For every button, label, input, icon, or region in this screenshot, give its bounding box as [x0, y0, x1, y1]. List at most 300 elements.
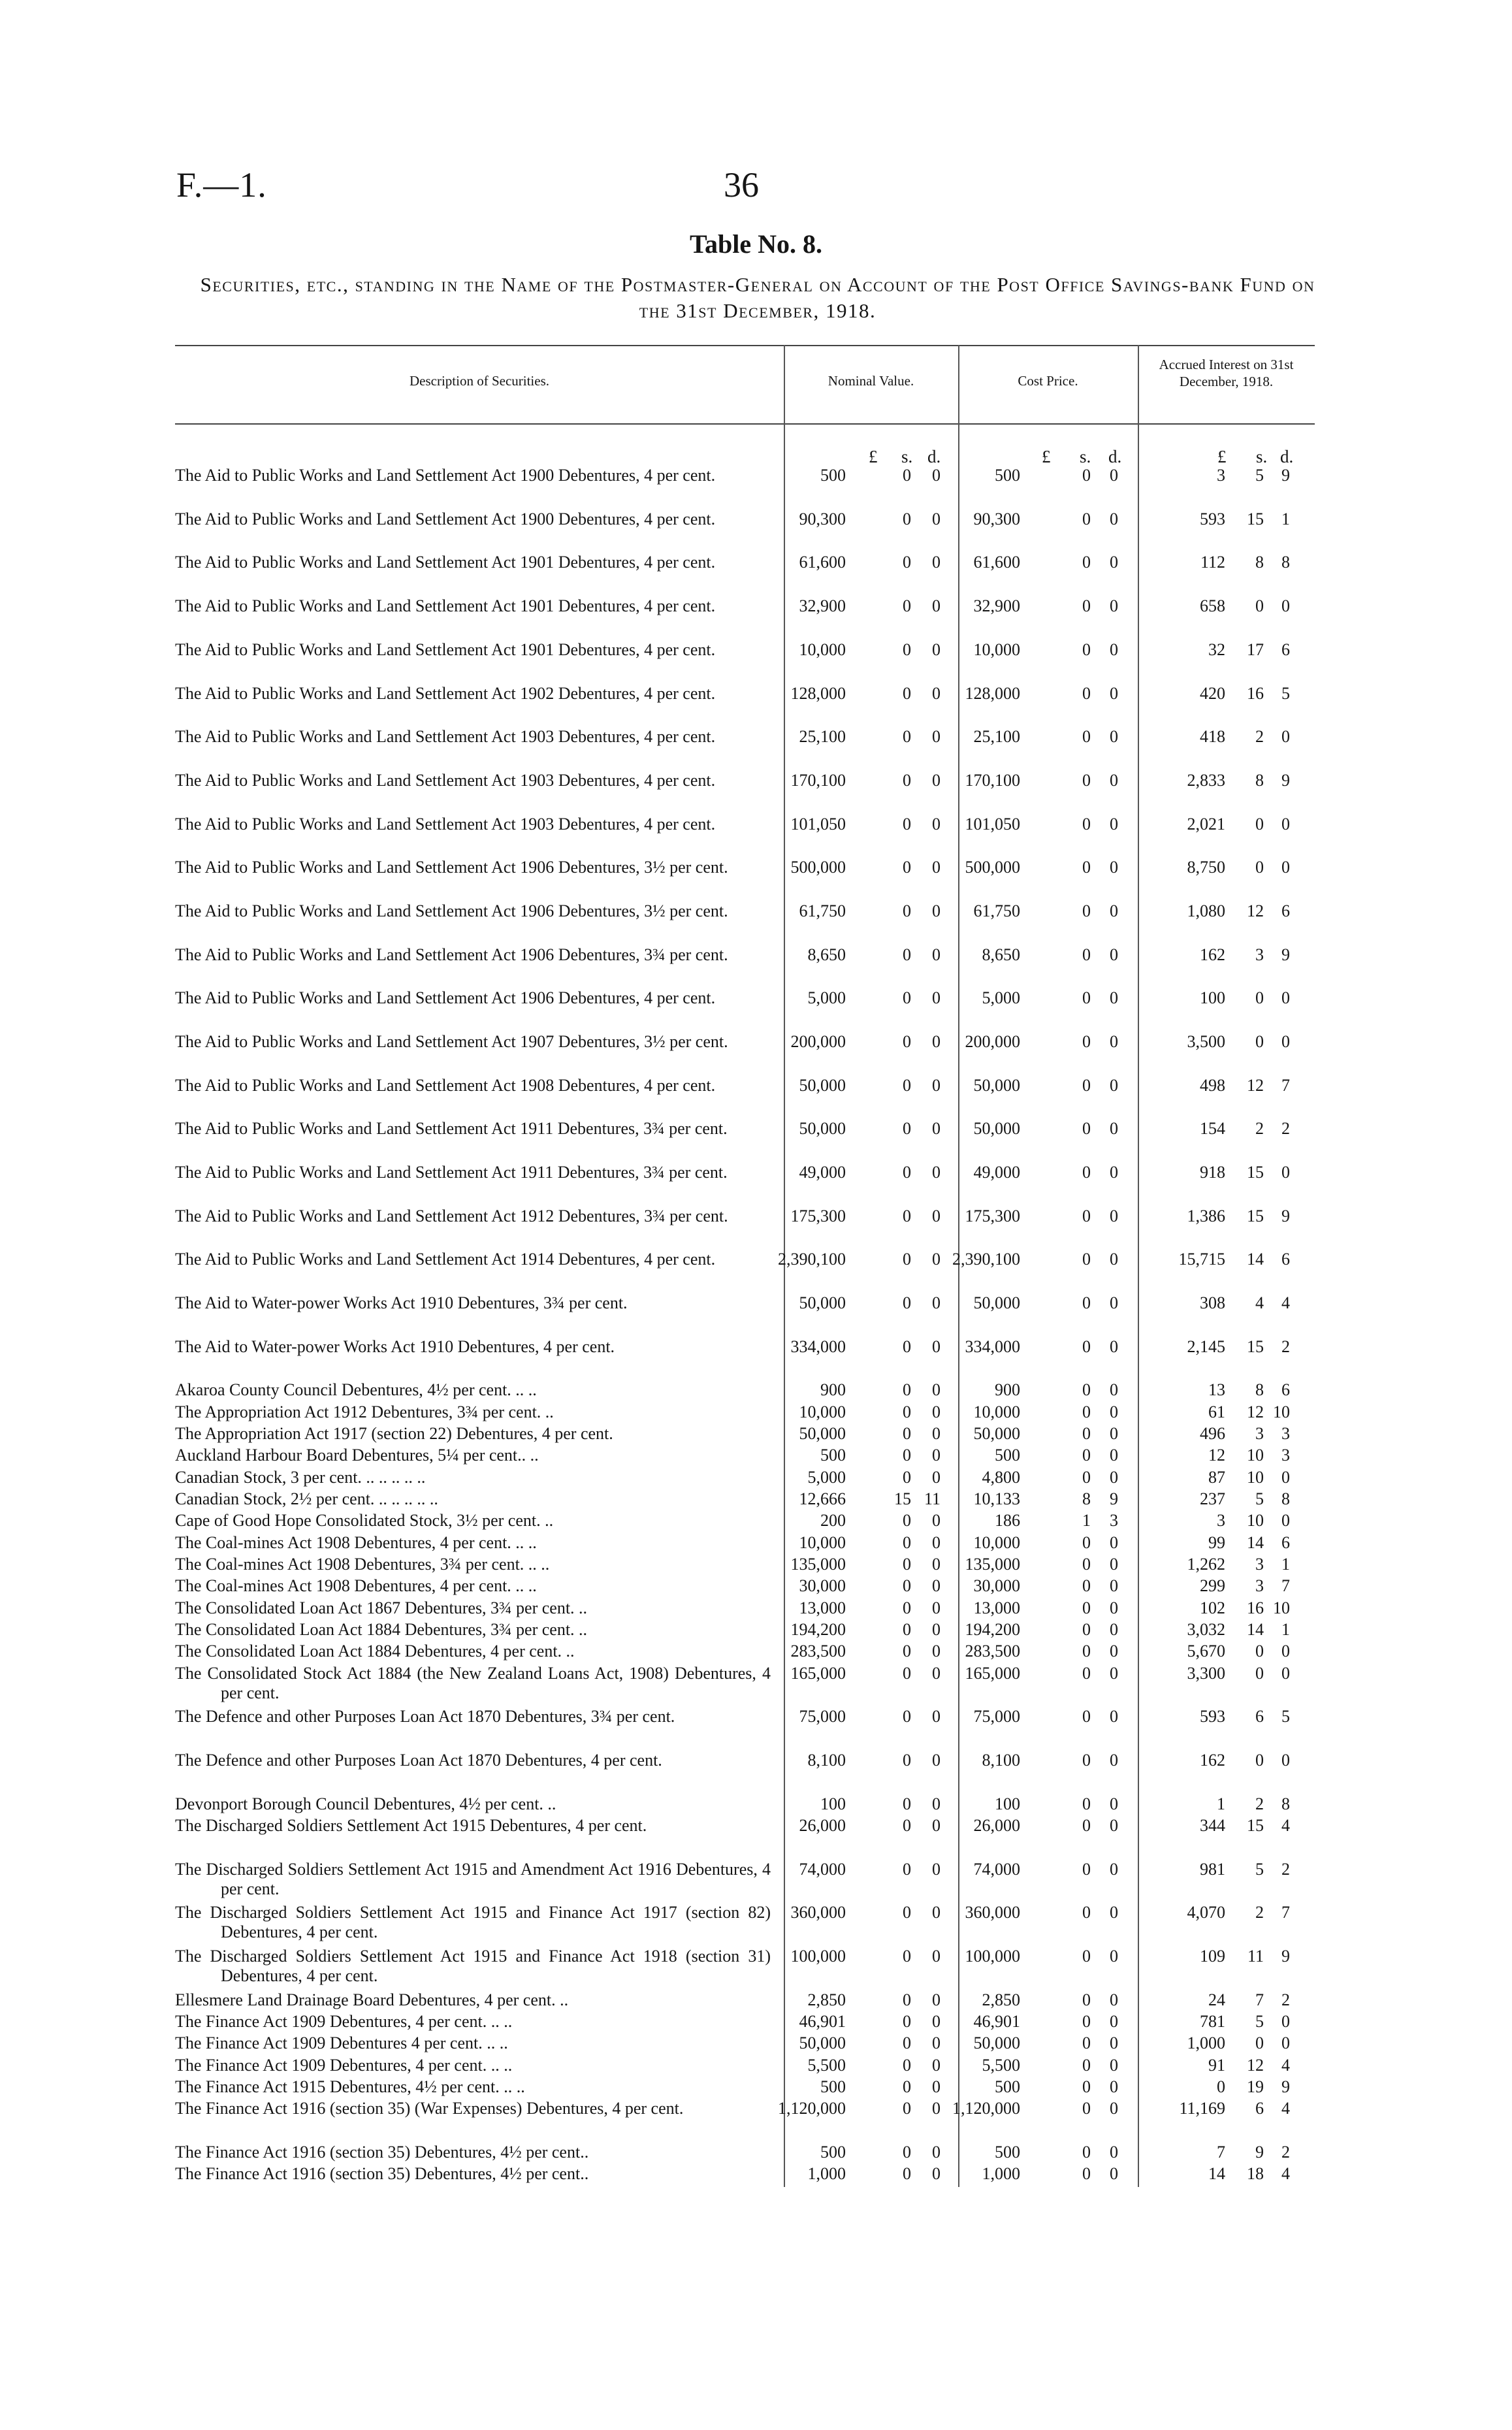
security-description: The Finance Act 1909 Debentures 4 per cent. .. .. — [175, 2033, 508, 2052]
accrued-pence: 0 — [1281, 1751, 1290, 1770]
accrued-pounds: 154 — [1200, 1119, 1225, 1138]
nominal-shillings: 0 — [903, 815, 911, 834]
nominal-pence: 0 — [932, 1555, 941, 1574]
cost-pence: 0 — [1110, 640, 1118, 659]
nominal-pounds: 165,000 — [790, 1664, 846, 1683]
nominal-pence: 0 — [932, 1903, 941, 1922]
nominal-shillings: 0 — [903, 1511, 911, 1530]
cost-pounds: 135,000 — [965, 1555, 1020, 1574]
nominal-pounds: 50,000 — [799, 1424, 846, 1443]
nominal-shillings: 0 — [903, 1380, 911, 1399]
accrued-pence: 4 — [1281, 2056, 1290, 2075]
nominal-pounds: 500 — [820, 2077, 846, 2096]
nominal-pence: 0 — [932, 1947, 941, 1966]
cost-shillings: 0 — [1082, 1598, 1091, 1617]
nominal-pounds: 1,000 — [807, 2164, 846, 2183]
accrued-pounds: 3,300 — [1187, 1664, 1225, 1683]
nominal-pounds: 170,100 — [790, 771, 846, 790]
accrued-pounds: 61 — [1208, 1402, 1225, 1421]
cost-shillings: 0 — [1082, 2099, 1091, 2118]
nominal-shillings: 0 — [903, 1816, 911, 1835]
cost-shillings: 0 — [1082, 1903, 1091, 1922]
nominal-pounds: 135,000 — [790, 1555, 846, 1574]
accrued-shillings: 16 — [1247, 684, 1264, 703]
accrued-pounds: 24 — [1208, 1990, 1225, 2009]
cost-pence: 0 — [1110, 1032, 1118, 1051]
nominal-pounds: 12,666 — [799, 1489, 846, 1508]
nominal-pounds: 360,000 — [790, 1903, 846, 1922]
nominal-pence: 0 — [932, 1533, 941, 1552]
accrued-shillings: 15 — [1247, 510, 1264, 528]
nominal-pounds: 900 — [820, 1380, 846, 1399]
accrued-shillings: 15 — [1247, 1337, 1264, 1356]
accrued-pounds: 162 — [1200, 945, 1225, 964]
accrued-pence: 10 — [1273, 1598, 1290, 1617]
accrued-pence: 4 — [1281, 1816, 1290, 1835]
accrued-pounds: 4,070 — [1187, 1903, 1225, 1922]
nominal-shillings: 0 — [903, 1402, 911, 1421]
security-description: The Discharged Soldiers Settlement Act 1915 Debentures, 4 per cent. — [175, 1816, 647, 1835]
unit-shilling: s. — [1080, 447, 1091, 466]
cost-pounds: 186 — [995, 1511, 1020, 1530]
accrued-pence: 2 — [1281, 1337, 1290, 1356]
cost-pounds: 5,500 — [982, 2056, 1020, 2075]
security-description: The Aid to Public Works and Land Settlement Act 1907 Debentures, 3½ per cent. — [175, 1032, 728, 1051]
nominal-shillings: 0 — [903, 2056, 911, 2075]
unit-shilling: s. — [901, 447, 913, 466]
page-ref: F.—1. — [176, 165, 267, 204]
nominal-shillings: 0 — [903, 640, 911, 659]
accrued-shillings: 2 — [1255, 1903, 1264, 1922]
cost-pounds: 5,000 — [982, 988, 1020, 1007]
security-description: The Aid to Public Works and Land Settlement Act 1903 Debentures, 4 per cent. — [175, 815, 716, 834]
accrued-pence: 4 — [1281, 2099, 1290, 2118]
nominal-shillings: 0 — [903, 1076, 911, 1095]
nominal-shillings: 0 — [903, 2012, 911, 2031]
accrued-pence: 1 — [1281, 1620, 1290, 1639]
nominal-pence: 0 — [932, 1707, 941, 1726]
cost-pounds: 360,000 — [965, 1903, 1020, 1922]
security-description: The Aid to Public Works and Land Settlement Act 1906 Debentures, 3½ per cent. — [175, 901, 728, 920]
accrued-shillings: 15 — [1247, 1816, 1264, 1835]
cost-shillings: 0 — [1082, 684, 1091, 703]
nominal-shillings: 0 — [903, 2033, 911, 2052]
nominal-pounds: 500 — [820, 466, 846, 485]
nominal-shillings: 0 — [903, 1119, 911, 1138]
cost-pence: 0 — [1110, 1620, 1118, 1639]
cost-pounds: 283,500 — [965, 1642, 1020, 1660]
accrued-pence: 3 — [1281, 1424, 1290, 1443]
cost-pence: 9 — [1110, 1489, 1118, 1508]
cost-pence: 3 — [1110, 1511, 1118, 1530]
cost-shillings: 0 — [1082, 2056, 1091, 2075]
cost-shillings: 0 — [1082, 1032, 1091, 1051]
cost-pounds: 500 — [995, 2143, 1020, 2162]
accrued-shillings: 3 — [1255, 1576, 1264, 1595]
accrued-pounds: 658 — [1200, 596, 1225, 615]
cost-pounds: 334,000 — [965, 1337, 1020, 1356]
security-description: The Defence and other Purposes Loan Act 1870 Debentures, 4 per cent. — [175, 1751, 662, 1770]
nominal-pounds: 100 — [820, 1794, 846, 1813]
cost-shillings: 0 — [1082, 815, 1091, 834]
nominal-pence: 0 — [932, 1642, 941, 1660]
nominal-pounds: 49,000 — [799, 1163, 846, 1182]
nominal-pence: 0 — [932, 1032, 941, 1051]
nominal-pence: 0 — [932, 640, 941, 659]
nominal-pounds: 8,100 — [807, 1751, 846, 1770]
nominal-pence: 0 — [932, 684, 941, 703]
accrued-pounds: 13 — [1208, 1380, 1225, 1399]
cost-pounds: 1,000 — [982, 2164, 1020, 2183]
nominal-shillings: 0 — [903, 858, 911, 877]
accrued-pounds: 1,262 — [1187, 1555, 1225, 1574]
cost-pounds: 500,000 — [965, 858, 1020, 877]
nominal-shillings: 0 — [903, 1337, 911, 1356]
accrued-pence: 9 — [1281, 771, 1290, 790]
security-description: The Finance Act 1916 (section 35) Debentures, 4½ per cent.. — [175, 2164, 589, 2183]
nominal-shillings: 0 — [903, 1293, 911, 1312]
cost-pounds: 175,300 — [965, 1207, 1020, 1225]
nominal-pence: 0 — [932, 1337, 941, 1356]
cost-pence: 0 — [1110, 1533, 1118, 1552]
accrued-shillings: 2 — [1255, 727, 1264, 746]
accrued-pence: 0 — [1281, 1511, 1290, 1530]
nominal-pence: 0 — [932, 2143, 941, 2162]
nominal-shillings: 0 — [903, 1032, 911, 1051]
page-number: 36 — [724, 165, 759, 204]
security-description: The Finance Act 1916 (section 35) Debentures, 4½ per cent.. — [175, 2143, 589, 2162]
cost-shillings: 0 — [1082, 2164, 1091, 2183]
cost-shillings: 0 — [1082, 988, 1091, 1007]
nominal-shillings: 15 — [894, 1489, 911, 1508]
accrued-pounds: 1,000 — [1187, 2033, 1225, 2052]
accrued-shillings: 7 — [1255, 1990, 1264, 2009]
nominal-pence: 0 — [932, 988, 941, 1007]
nominal-pence: 0 — [932, 2164, 941, 2183]
accrued-pence: 0 — [1281, 815, 1290, 834]
security-description: The Coal-mines Act 1908 Debentures, 3¾ per cent. .. .. — [175, 1555, 550, 1574]
cost-shillings: 0 — [1082, 553, 1091, 572]
cost-pounds: 13,000 — [973, 1598, 1020, 1617]
accrued-pounds: 781 — [1200, 2012, 1225, 2031]
nominal-pence: 0 — [932, 1598, 941, 1617]
nominal-shillings: 0 — [903, 2077, 911, 2096]
cost-pence: 0 — [1110, 2164, 1118, 2183]
security-description: Canadian Stock, 3 per cent. .. .. .. .. .. — [175, 1468, 426, 1487]
accrued-shillings: 8 — [1255, 1380, 1264, 1399]
cost-shillings: 0 — [1082, 1119, 1091, 1138]
accrued-shillings: 12 — [1247, 901, 1264, 920]
accrued-pence: 6 — [1281, 1380, 1290, 1399]
nominal-pounds: 5,000 — [807, 988, 846, 1007]
accrued-pence: 8 — [1281, 553, 1290, 572]
security-description: The Finance Act 1916 (section 35) (War Expenses) Debentures, 4 per cent. — [175, 2099, 684, 2118]
accrued-pence: 5 — [1281, 1707, 1290, 1726]
nominal-pence: 0 — [932, 1076, 941, 1095]
accrued-pence: 9 — [1281, 2077, 1290, 2096]
cost-shillings: 0 — [1082, 1446, 1091, 1465]
nominal-shillings: 0 — [903, 1163, 911, 1182]
cost-pounds: 46,901 — [973, 2012, 1020, 2031]
accrued-shillings: 0 — [1255, 1642, 1264, 1660]
cost-pence: 0 — [1110, 1293, 1118, 1312]
accrued-pence: 9 — [1281, 466, 1290, 485]
unit-pound: £ — [1042, 447, 1051, 466]
accrued-pence: 0 — [1281, 1664, 1290, 1683]
nominal-pence: 0 — [932, 1664, 941, 1683]
nominal-pounds: 128,000 — [790, 684, 846, 703]
nominal-pence: 0 — [932, 2033, 941, 2052]
cost-pence: 0 — [1110, 2077, 1118, 2096]
accrued-pounds: 3,500 — [1187, 1032, 1225, 1051]
cost-shillings: 0 — [1082, 1664, 1091, 1683]
accrued-pence: 3 — [1281, 1446, 1290, 1465]
cost-pence: 0 — [1110, 2033, 1118, 2052]
table-subtitle: Securities, etc., standing in the Name of the Postmaster-General on Account of the Post Office Savings-bank Fund on the 31st December, 1918. — [200, 273, 1315, 322]
nominal-pounds: 334,000 — [790, 1337, 846, 1356]
security-description: The Defence and other Purposes Loan Act 1870 Debentures, 3¾ per cent. — [175, 1707, 675, 1726]
cost-pounds: 10,000 — [973, 640, 1020, 659]
cost-pounds: 900 — [995, 1380, 1020, 1399]
accrued-pounds: 1,080 — [1187, 901, 1225, 920]
accrued-shillings: 0 — [1255, 1664, 1264, 1683]
accrued-shillings: 9 — [1255, 2143, 1264, 2162]
accrued-pence: 10 — [1273, 1402, 1290, 1421]
cost-pounds: 101,050 — [965, 815, 1020, 834]
accrued-pounds: 0 — [1217, 2077, 1225, 2096]
column-header-description: Description of Securities. — [409, 373, 550, 389]
accrued-shillings: 5 — [1255, 466, 1264, 485]
accrued-pence: 9 — [1281, 1207, 1290, 1225]
nominal-pounds: 200 — [820, 1511, 846, 1530]
security-description: The Aid to Public Works and Land Settlement Act 1912 Debentures, 3¾ per cent. — [175, 1207, 728, 1225]
accrued-shillings: 5 — [1255, 1860, 1264, 1879]
accrued-shillings: 4 — [1255, 1293, 1264, 1312]
accrued-shillings: 15 — [1247, 1207, 1264, 1225]
accrued-pounds: 8,750 — [1187, 858, 1225, 877]
accrued-pounds: 2,833 — [1187, 771, 1225, 790]
security-description: The Appropriation Act 1912 Debentures, 3¾ per cent. .. — [175, 1402, 554, 1421]
cost-pounds: 25,100 — [973, 727, 1020, 746]
cost-pounds: 500 — [995, 1446, 1020, 1465]
accrued-shillings: 6 — [1255, 2099, 1264, 2118]
nominal-shillings: 0 — [903, 1533, 911, 1552]
security-description: The Aid to Water-power Works Act 1910 Debentures, 4 per cent. — [175, 1337, 615, 1356]
cost-shillings: 0 — [1082, 1576, 1091, 1595]
accrued-shillings: 3 — [1255, 945, 1264, 964]
accrued-shillings: 10 — [1247, 1468, 1264, 1487]
header-top-rule — [175, 345, 1315, 346]
nominal-pence: 0 — [932, 1751, 941, 1770]
cost-shillings: 0 — [1082, 1642, 1091, 1660]
cost-shillings: 0 — [1082, 1707, 1091, 1726]
cost-shillings: 0 — [1082, 2077, 1091, 2096]
nominal-shillings: 0 — [903, 1664, 911, 1683]
nominal-pence: 0 — [932, 1794, 941, 1813]
accrued-pounds: 593 — [1200, 510, 1225, 528]
accrued-pence: 9 — [1281, 945, 1290, 964]
cost-pence: 0 — [1110, 1576, 1118, 1595]
nominal-pounds: 500 — [820, 1446, 846, 1465]
accrued-pence: 1 — [1281, 1555, 1290, 1574]
cost-pounds: 61,750 — [973, 901, 1020, 920]
accrued-pounds: 14 — [1208, 2164, 1225, 2183]
accrued-pounds: 496 — [1200, 1424, 1225, 1443]
nominal-pounds: 75,000 — [799, 1707, 846, 1726]
nominal-shillings: 0 — [903, 988, 911, 1007]
cost-shillings: 0 — [1082, 1533, 1091, 1552]
security-description: The Aid to Public Works and Land Settlement Act 1900 Debentures, 4 per cent. — [175, 466, 716, 485]
accrued-pounds: 1,386 — [1187, 1207, 1225, 1225]
cost-shillings: 0 — [1082, 1555, 1091, 1574]
security-description: The Aid to Public Works and Land Settlement Act 1903 Debentures, 4 per cent. — [175, 727, 716, 746]
security-description: The Aid to Public Works and Land Settlement Act 1902 Debentures, 4 per cent. — [175, 684, 716, 703]
accrued-pounds: 299 — [1200, 1576, 1225, 1595]
accrued-pence: 0 — [1281, 1163, 1290, 1182]
nominal-shillings: 0 — [903, 1642, 911, 1660]
nominal-shillings: 0 — [903, 1751, 911, 1770]
accrued-pence: 0 — [1281, 2033, 1290, 2052]
cost-pounds: 100 — [995, 1794, 1020, 1813]
accrued-pounds: 418 — [1200, 727, 1225, 746]
cost-pence: 0 — [1110, 1337, 1118, 1356]
cost-shillings: 0 — [1082, 2033, 1091, 2052]
nominal-shillings: 0 — [903, 1424, 911, 1443]
nominal-shillings: 0 — [903, 1207, 911, 1225]
nominal-pounds: 175,300 — [790, 1207, 846, 1225]
nominal-pounds: 32,900 — [799, 596, 846, 615]
nominal-pence: 0 — [932, 1119, 941, 1138]
nominal-pence: 0 — [932, 1250, 941, 1269]
cost-shillings: 1 — [1082, 1511, 1091, 1530]
accrued-shillings: 15 — [1247, 1163, 1264, 1182]
cost-pounds: 8,100 — [982, 1751, 1020, 1770]
unit-pound: £ — [869, 447, 878, 466]
nominal-pounds: 61,750 — [799, 901, 846, 920]
accrued-shillings: 10 — [1247, 1446, 1264, 1465]
nominal-pence: 0 — [932, 596, 941, 615]
accrued-pounds: 162 — [1200, 1751, 1225, 1770]
accrued-pence: 8 — [1281, 1489, 1290, 1508]
accrued-pence: 0 — [1281, 1032, 1290, 1051]
accrued-pence: 0 — [1281, 858, 1290, 877]
accrued-pounds: 109 — [1200, 1947, 1225, 1966]
security-description: The Coal-mines Act 1908 Debentures, 4 per cent. .. .. — [175, 1533, 537, 1552]
cost-pence: 0 — [1110, 1642, 1118, 1660]
accrued-shillings: 16 — [1247, 1598, 1264, 1617]
cost-pounds: 200,000 — [965, 1032, 1020, 1051]
security-description: Canadian Stock, 2½ per cent. .. .. .. .. .. — [175, 1489, 438, 1508]
accrued-shillings: 12 — [1247, 2056, 1264, 2075]
nominal-pounds: 200,000 — [790, 1032, 846, 1051]
nominal-pounds: 5,000 — [807, 1468, 846, 1487]
cost-pence: 0 — [1110, 727, 1118, 746]
security-description: The Coal-mines Act 1908 Debentures, 4 per cent. .. .. — [175, 1576, 537, 1595]
cost-shillings: 0 — [1082, 1337, 1091, 1356]
nominal-shillings: 0 — [903, 1555, 911, 1574]
nominal-shillings: 0 — [903, 1947, 911, 1966]
accrued-pence: 0 — [1281, 2012, 1290, 2031]
cost-pounds: 128,000 — [965, 684, 1020, 703]
accrued-shillings: 0 — [1255, 596, 1264, 615]
cost-pence: 0 — [1110, 945, 1118, 964]
cost-pounds: 30,000 — [973, 1576, 1020, 1595]
cost-pence: 0 — [1110, 1424, 1118, 1443]
cost-pounds: 49,000 — [973, 1163, 1020, 1182]
unit-pence: d. — [927, 447, 941, 466]
nominal-pounds: 90,300 — [799, 510, 846, 528]
security-description: The Consolidated Loan Act 1884 Debentures, 3¾ per cent. .. — [175, 1620, 588, 1639]
nominal-shillings: 0 — [903, 945, 911, 964]
nominal-pounds: 8,650 — [807, 945, 846, 964]
cost-pounds: 90,300 — [973, 510, 1020, 528]
nominal-pence: 0 — [932, 1380, 941, 1399]
accrued-shillings: 8 — [1255, 771, 1264, 790]
cost-pounds: 8,650 — [982, 945, 1020, 964]
cost-pounds: 165,000 — [965, 1664, 1020, 1683]
accrued-pounds: 100 — [1200, 988, 1225, 1007]
nominal-pence: 0 — [932, 945, 941, 964]
cost-pence: 0 — [1110, 2056, 1118, 2075]
security-description: Ellesmere Land Drainage Board Debentures, 4 per cent. .. — [175, 1990, 569, 2009]
accrued-pence: 2 — [1281, 1119, 1290, 1138]
accrued-pounds: 918 — [1200, 1163, 1225, 1182]
nominal-pence: 0 — [932, 1576, 941, 1595]
nominal-pounds: 26,000 — [799, 1816, 846, 1835]
accrued-pounds: 237 — [1200, 1489, 1225, 1508]
cost-shillings: 0 — [1082, 1293, 1091, 1312]
cost-pence: 0 — [1110, 1163, 1118, 1182]
cost-shillings: 0 — [1082, 1424, 1091, 1443]
accrued-shillings: 0 — [1255, 988, 1264, 1007]
accrued-pounds: 420 — [1200, 684, 1225, 703]
accrued-pence: 2 — [1281, 1860, 1290, 1879]
accrued-pence: 2 — [1281, 1990, 1290, 2009]
accrued-pence: 6 — [1281, 901, 1290, 920]
cost-shillings: 0 — [1082, 1250, 1091, 1269]
cost-shillings: 0 — [1082, 640, 1091, 659]
nominal-pounds: 50,000 — [799, 1119, 846, 1138]
cost-pounds: 26,000 — [973, 1816, 1020, 1835]
nominal-pounds: 50,000 — [799, 2033, 846, 2052]
accrued-pounds: 2,021 — [1187, 815, 1225, 834]
cost-pounds: 100,000 — [965, 1947, 1020, 1966]
security-description: The Aid to Public Works and Land Settlement Act 1901 Debentures, 4 per cent. — [175, 553, 716, 572]
security-description: Akaroa County Council Debentures, 4½ per cent. .. .. — [175, 1380, 537, 1399]
accrued-pence: 1 — [1281, 510, 1290, 528]
accrued-shillings: 2 — [1255, 1794, 1264, 1813]
nominal-pounds: 5,500 — [807, 2056, 846, 2075]
nominal-pounds: 50,000 — [799, 1293, 846, 1312]
cost-pounds: 50,000 — [973, 1076, 1020, 1095]
cost-pence: 0 — [1110, 1860, 1118, 1879]
security-description: The Finance Act 1909 Debentures, 4 per cent. .. .. — [175, 2056, 513, 2075]
security-description: Devonport Borough Council Debentures, 4½ per cent. .. — [175, 1794, 556, 1813]
accrued-pence: 0 — [1281, 596, 1290, 615]
nominal-pounds: 2,850 — [807, 1990, 846, 2009]
accrued-shillings: 6 — [1255, 1707, 1264, 1726]
nominal-pounds: 10,000 — [799, 1533, 846, 1552]
accrued-pence: 6 — [1281, 1533, 1290, 1552]
accrued-pounds: 498 — [1200, 1076, 1225, 1095]
nominal-pence: 0 — [932, 1424, 941, 1443]
cost-shillings: 0 — [1082, 771, 1091, 790]
cost-pence: 0 — [1110, 684, 1118, 703]
cost-pounds: 2,850 — [982, 1990, 1020, 2009]
security-description: Auckland Harbour Board Debentures, 5¼ per cent.. .. — [175, 1446, 539, 1465]
cost-shillings: 0 — [1082, 1620, 1091, 1639]
cost-pence: 0 — [1110, 1076, 1118, 1095]
